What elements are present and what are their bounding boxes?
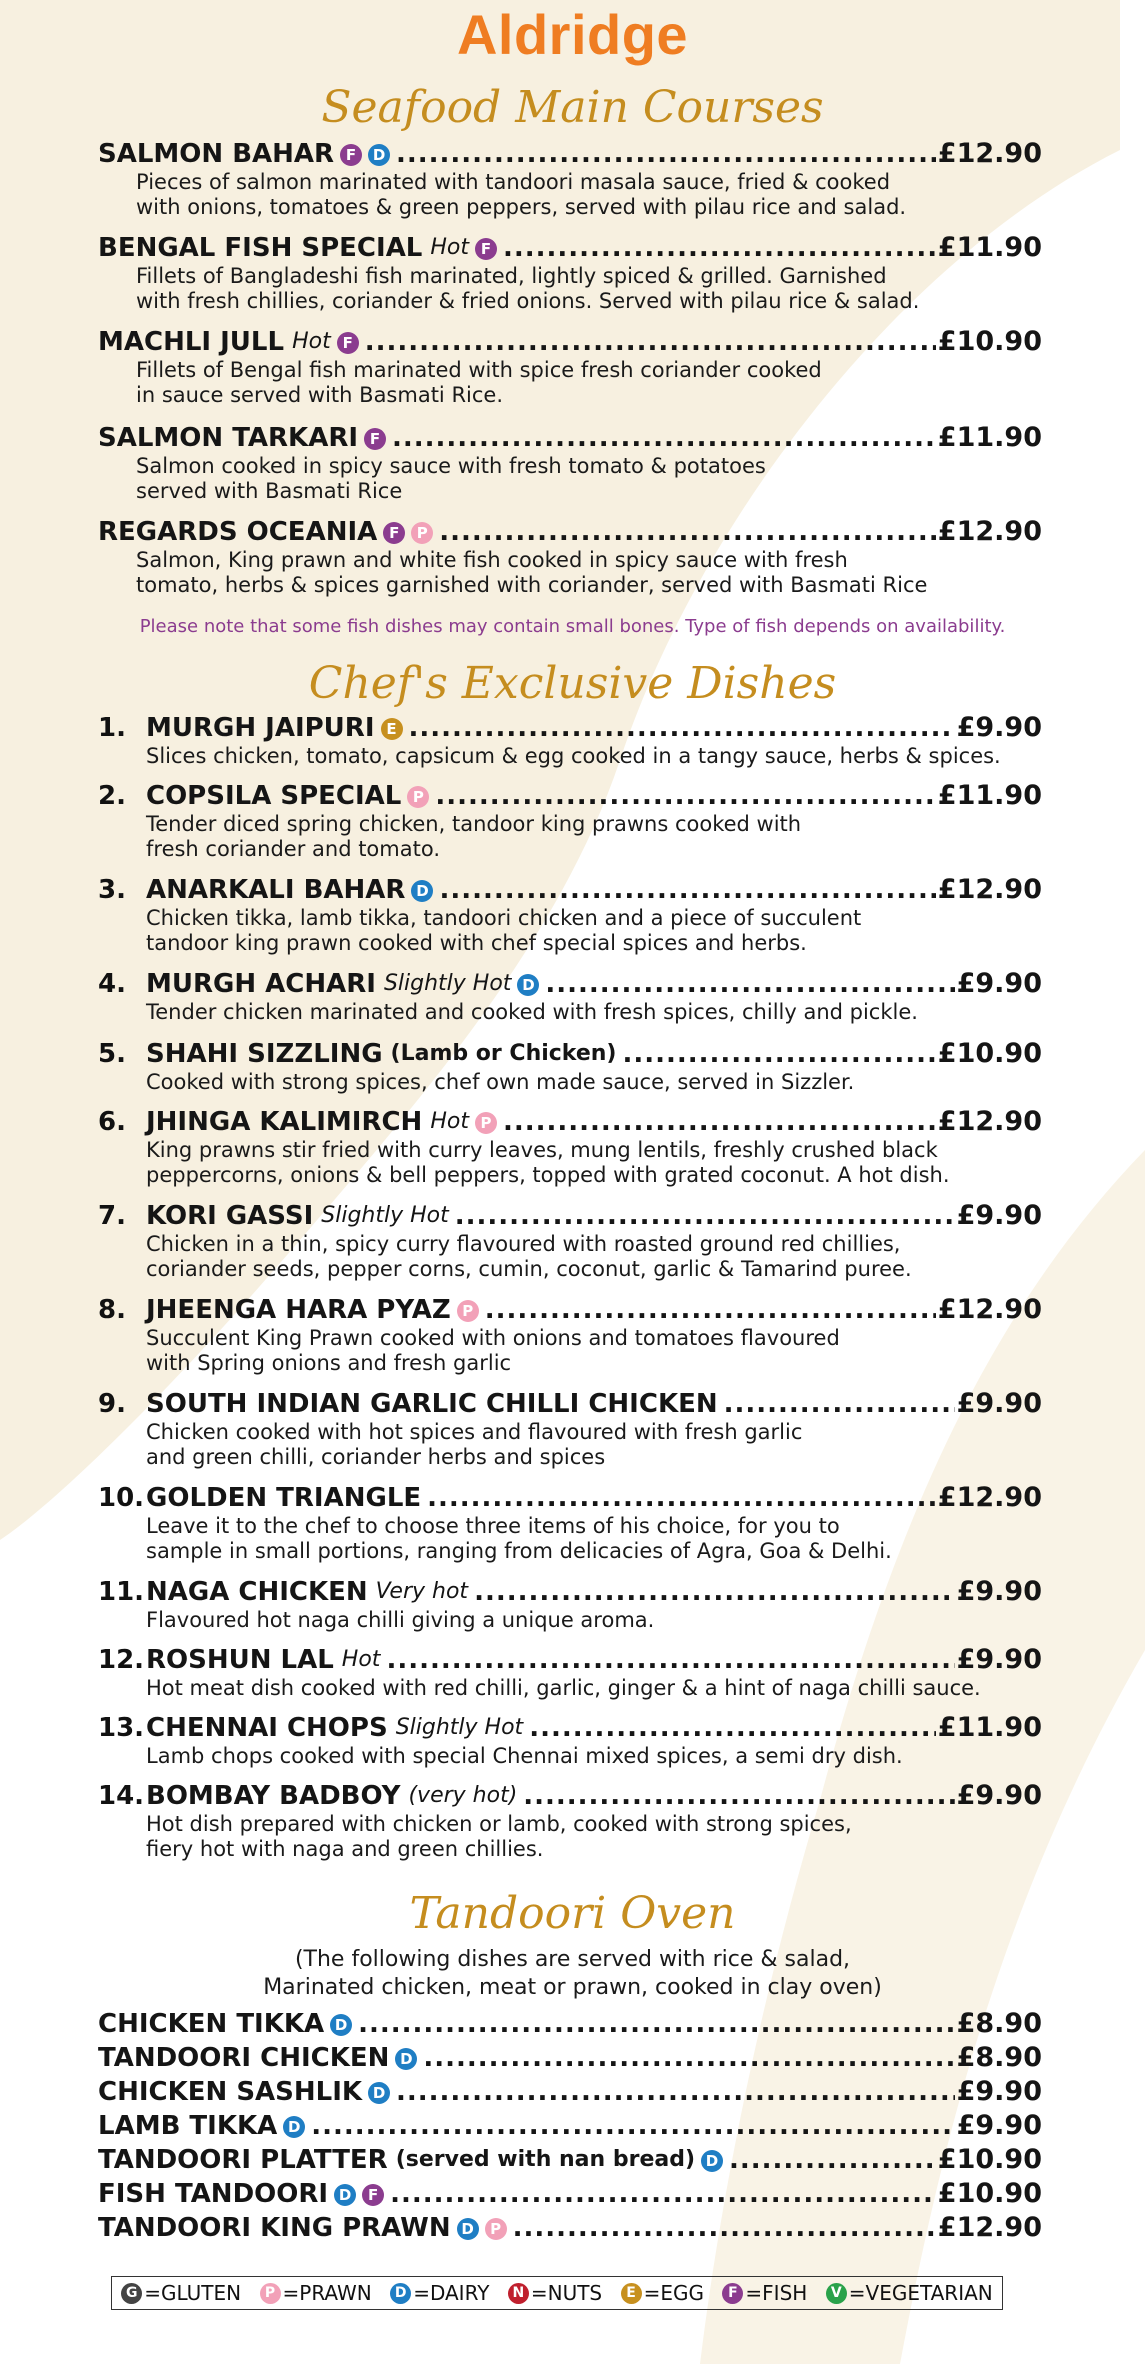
menu-item — [98, 1574, 1042, 1633]
item-price: £10.90 — [937, 2144, 1042, 2175]
menu-item-row — [98, 1480, 1042, 1514]
item-description: Salmon, King prawn and white fish cooked in spicy sauce with fresh tomato, herbs & spices garnished with coriander, served with Basmati Rice — [136, 548, 928, 597]
allergen-d-icon: D — [701, 2150, 723, 2172]
menu-item-row — [98, 230, 1042, 264]
menu-item — [98, 2006, 1042, 2040]
allergen-e-icon: E — [621, 2283, 642, 2304]
legend-item — [390, 2281, 489, 2305]
menu-item-row — [98, 2074, 1042, 2108]
chef-section-title: Chef's Exclusive Dishes — [308, 658, 837, 709]
allergen-f-icon: F — [337, 332, 359, 354]
menu-item — [98, 1778, 1042, 1862]
legend-item — [722, 2281, 807, 2305]
item-price: £11.90 — [937, 1712, 1042, 1743]
menu-item-row — [98, 710, 1042, 744]
fish-disclaimer: Please note that some fish dishes may contain small bones. Type of fish depends on availability. — [139, 616, 1006, 637]
item-note: Hot — [430, 1109, 469, 1134]
menu-item — [98, 136, 1042, 220]
item-price: £11.90 — [937, 232, 1042, 263]
dot-leader — [529, 1712, 936, 1744]
menu-item — [98, 1198, 1042, 1282]
dot-leader — [409, 712, 955, 744]
menu-item — [98, 710, 1042, 769]
legend-label: =DAIRY — [413, 2281, 490, 2305]
allergen-d-icon: D — [411, 880, 433, 902]
item-number: 7. — [98, 1201, 126, 1231]
allergen-f-icon: F — [722, 2283, 743, 2304]
item-name: GOLDEN TRIANGLE — [146, 1483, 422, 1513]
item-name: MACHLI JULL — [98, 327, 285, 357]
allergen-p-icon: P — [475, 1112, 497, 1134]
menu-item — [98, 966, 1042, 1025]
item-note: Very hot — [375, 1579, 469, 1604]
menu-item-row — [98, 2108, 1042, 2142]
dot-leader — [427, 1482, 936, 1514]
allergen-p-icon: P — [411, 522, 433, 544]
item-name: MURGH JAIPURI — [146, 713, 375, 743]
allergen-p-icon: P — [260, 2283, 281, 2304]
menu-item — [98, 872, 1042, 956]
item-price: £9.90 — [956, 968, 1042, 999]
dot-leader — [390, 2178, 936, 2210]
allergen-legend — [111, 2276, 1003, 2310]
allergen-d-icon: D — [517, 974, 539, 996]
item-name: KORI GASSI — [146, 1201, 314, 1231]
item-name: CHICKEN TIKKA — [98, 2009, 325, 2039]
item-price: £9.90 — [956, 2110, 1042, 2141]
legend-label: =VEGETARIAN — [848, 2281, 993, 2305]
legend-item — [121, 2281, 241, 2305]
legend-label: =EGG — [643, 2281, 704, 2305]
item-price: £9.90 — [956, 1780, 1042, 1811]
item-description: Fillets of Bengal fish marinated with spice fresh coriander cooked in sauce served with Basmati Rice. — [136, 358, 822, 407]
item-description: Tender diced spring chicken, tandoor king prawns cooked with fresh coriander and tomato. — [146, 812, 802, 861]
item-price: £8.90 — [956, 2008, 1042, 2039]
menu-item — [98, 778, 1042, 862]
item-price: £12.90 — [937, 516, 1042, 547]
allergen-p-icon: P — [485, 2218, 507, 2240]
menu-item-row — [98, 872, 1042, 906]
item-price: £12.90 — [937, 1482, 1042, 1513]
legend-item — [621, 2281, 704, 2305]
item-name: TANDOORI PLATTER — [98, 2145, 388, 2175]
menu-item — [98, 2210, 1042, 2244]
allergen-g-icon: G — [121, 2283, 142, 2304]
item-price: £12.90 — [937, 1294, 1042, 1325]
item-description: Salmon cooked in spicy sauce with fresh tomato & potatoes served with Basmati Rice — [136, 454, 766, 503]
dot-leader — [439, 874, 935, 906]
allergen-n-icon: N — [508, 2283, 529, 2304]
item-number: 2. — [98, 781, 126, 811]
menu-item-row — [98, 420, 1042, 454]
item-description: Succulent King Prawn cooked with onions and tomatoes flavoured with Spring onions and fresh garlic — [146, 1326, 840, 1375]
item-name: SOUTH INDIAN GARLIC CHILLI CHICKEN — [146, 1389, 718, 1419]
item-description: Chicken in a thin, spicy curry flavoured with roasted ground red chillies, coriander seeds, pepper corns, cumin, coconut, garlic & Tamarind puree. — [146, 1232, 912, 1281]
dot-leader — [435, 780, 935, 812]
item-name: BENGAL FISH SPECIAL — [98, 233, 423, 263]
item-number: 11. — [98, 1577, 145, 1607]
menu-item — [98, 1642, 1042, 1701]
item-name: LAMB TIKKA — [98, 2111, 278, 2141]
menu-item — [98, 2142, 1042, 2176]
item-number: 4. — [98, 969, 126, 999]
menu-item — [98, 230, 1042, 314]
item-price: £9.90 — [956, 1388, 1042, 1419]
allergen-d-icon: D — [368, 2082, 390, 2104]
item-name: COPSILA SPECIAL — [146, 781, 402, 811]
item-name: CHENNAI CHOPS — [146, 1713, 388, 1743]
item-name: ANARKALI BAHAR — [146, 875, 406, 905]
allergen-d-icon: D — [334, 2184, 356, 2206]
item-name: ROSHUN LAL — [146, 1645, 334, 1675]
item-name: SALMON BAHAR — [98, 139, 335, 169]
menu-item-row — [98, 514, 1042, 548]
item-name: REGARDS OCEANIA — [98, 517, 378, 547]
menu-item-row — [98, 1292, 1042, 1326]
dot-leader — [455, 1200, 955, 1232]
allergen-f-icon: F — [340, 144, 362, 166]
item-number: 12. — [98, 1645, 145, 1675]
menu-item — [98, 1104, 1042, 1188]
item-price: £11.90 — [937, 780, 1042, 811]
menu-item-row — [98, 2040, 1042, 2074]
item-description: Cooked with strong spices, chef own made sauce, served in Sizzler. — [146, 1070, 855, 1094]
menu-item — [98, 514, 1042, 598]
dot-leader — [311, 2110, 954, 2142]
tandoori-subtitle: (The following dishes are served with rice & salad, Marinated chicken, meat or prawn, cooked in clay oven) — [263, 1947, 882, 2000]
menu-item-row — [98, 1710, 1042, 1744]
allergen-d-icon: D — [390, 2283, 411, 2304]
item-note: (very hot) — [408, 1783, 518, 1808]
item-note: Hot — [430, 235, 470, 260]
item-price: £12.90 — [937, 138, 1042, 169]
menu-item-row — [98, 966, 1042, 1000]
menu-item — [98, 2040, 1042, 2074]
item-description: Hot dish prepared with chicken or lamb, cooked with strong spices, fiery hot with naga and green chillies. — [146, 1812, 852, 1861]
item-number: 8. — [98, 1295, 126, 1325]
item-number: 3. — [98, 875, 126, 905]
allergen-p-icon: P — [407, 786, 429, 808]
item-price: £12.90 — [937, 874, 1042, 905]
item-note: (Lamb or Chicken) — [390, 1041, 617, 1066]
legend-item — [826, 2281, 993, 2305]
item-description: Leave it to the chef to choose three items of his choice, for you to sample in small portions, ranging from delicacies of Agra, Goa & Delhi. — [146, 1514, 892, 1563]
dot-leader — [423, 2042, 954, 2074]
tandoori-section-title: Tandoori Oven — [409, 1888, 736, 1939]
item-price: £12.90 — [937, 2212, 1042, 2243]
item-price: £9.90 — [956, 1576, 1042, 1607]
menu-item-row — [98, 1642, 1042, 1676]
item-number: 14. — [98, 1781, 145, 1811]
item-note: (served with nan bread) — [395, 2147, 696, 2172]
item-name: TANDOORI CHICKEN — [98, 2043, 390, 2073]
menu-item — [98, 420, 1042, 504]
menu-item-row — [98, 2210, 1042, 2244]
allergen-f-icon: F — [364, 428, 386, 450]
menu-item-row — [98, 1198, 1042, 1232]
menu-item — [98, 1480, 1042, 1564]
item-name: BOMBAY BADBOY — [146, 1781, 401, 1811]
menu-item — [98, 1036, 1042, 1095]
menu-item — [98, 2176, 1042, 2210]
item-description: Lamb chops cooked with special Chennai mixed spices, a semi dry dish. — [146, 1744, 903, 1768]
item-number: 10. — [98, 1483, 145, 1513]
item-description: Tender chicken marinated and cooked with fresh spices, chilly and pickle. — [146, 1000, 918, 1024]
item-price: £12.90 — [937, 1106, 1042, 1137]
item-price: £10.90 — [937, 326, 1042, 357]
item-number: 5. — [98, 1039, 126, 1069]
item-description: Slices chicken, tomato, capsicum & egg cooked in a tangy sauce, herbs & spices. — [146, 744, 1001, 768]
item-price: £8.90 — [956, 2042, 1042, 2073]
menu-item-row — [98, 1104, 1042, 1138]
legend-label: =GLUTEN — [144, 2281, 242, 2305]
item-name: NAGA CHICKEN — [146, 1577, 368, 1607]
menu-item-row — [98, 2176, 1042, 2210]
menu-item-row — [98, 136, 1042, 170]
dot-leader — [396, 2076, 955, 2108]
menu-item — [98, 1710, 1042, 1769]
legend-label: =PRAWN — [282, 2281, 372, 2305]
allergen-d-icon: D — [330, 2014, 352, 2036]
item-name: TANDOORI KING PRAWN — [98, 2213, 451, 2243]
item-name: JHINGA KALIMIRCH — [146, 1107, 423, 1137]
dot-leader — [503, 1106, 936, 1138]
dot-leader — [396, 138, 936, 170]
allergen-d-icon: D — [457, 2218, 479, 2240]
allergen-f-icon: F — [362, 2184, 384, 2206]
item-description: Pieces of salmon marinated with tandoori masala sauce, fried & cooked with onions, tomatoes & green peppers, served with pilau rice and salad. — [136, 170, 907, 219]
item-description: Flavoured hot naga chilli giving a unique aroma. — [146, 1608, 655, 1632]
item-price: £9.90 — [956, 2076, 1042, 2107]
menu-item — [98, 2074, 1042, 2108]
item-name: MURGH ACHARI — [146, 969, 376, 999]
dot-leader — [545, 968, 954, 1000]
menu-item-row — [98, 1036, 1042, 1070]
menu-item — [98, 2108, 1042, 2142]
dot-leader — [358, 2008, 954, 2040]
item-price: £9.90 — [956, 712, 1042, 743]
dot-leader — [365, 326, 936, 358]
item-name: JHEENGA HARA PYAZ — [146, 1295, 451, 1325]
allergen-d-icon: D — [368, 144, 390, 166]
menu-item-row — [98, 2142, 1042, 2176]
restaurant-name: Aldridge — [456, 3, 689, 66]
item-number: 9. — [98, 1389, 126, 1419]
dot-leader — [729, 2144, 936, 2176]
item-price: £10.90 — [937, 1038, 1042, 1069]
item-description: Hot meat dish cooked with red chilli, garlic, ginger & a hint of naga chilli sauce. — [146, 1676, 981, 1700]
item-name: SHAHI SIZZLING — [146, 1039, 383, 1069]
item-description: Chicken tikka, lamb tikka, tandoori chicken and a piece of succulent tandoor king prawn cooked with chef special spices and herbs. — [146, 906, 862, 955]
legend-item — [508, 2281, 602, 2305]
item-price: £11.90 — [937, 422, 1042, 453]
item-note: Slightly Hot — [321, 1203, 449, 1228]
item-name: FISH TANDOORI — [98, 2179, 329, 2209]
dot-leader — [439, 516, 936, 548]
dot-leader — [474, 1576, 955, 1608]
menu-item-row — [98, 324, 1042, 358]
dot-leader — [386, 1644, 954, 1676]
dot-leader — [513, 2212, 936, 2244]
item-note: Hot — [292, 329, 331, 354]
menu-item — [98, 1292, 1042, 1376]
item-price: £9.90 — [956, 1200, 1042, 1231]
item-description: King prawns stir fried with curry leaves, mung lentils, freshly crushed black peppercorns, onions & bell peppers, topped with grated coconut. A hot dish. — [146, 1138, 950, 1187]
item-description: Fillets of Bangladeshi fish marinated, lightly spiced & grilled. Garnished with fresh chillies, coriander & fried onions. Served with pilau rice & salad. — [136, 264, 920, 313]
item-note: Slightly Hot — [383, 971, 512, 996]
dot-leader — [392, 422, 936, 454]
legend-label: =FISH — [745, 2281, 808, 2305]
item-number: 1. — [98, 713, 126, 743]
menu-item-row — [98, 2006, 1042, 2040]
allergen-f-icon: F — [383, 522, 405, 544]
legend-label: =NUTS — [530, 2281, 603, 2305]
dot-leader — [503, 232, 936, 264]
dot-leader — [724, 1388, 955, 1420]
menu-item-row — [98, 1386, 1042, 1420]
allergen-d-icon: D — [395, 2048, 417, 2070]
item-price: £10.90 — [937, 2178, 1042, 2209]
menu-item-row — [98, 778, 1042, 812]
allergen-f-icon: F — [475, 238, 497, 260]
item-number: 13. — [98, 1713, 145, 1743]
item-name: SALMON TARKARI — [98, 423, 359, 453]
menu-item-row — [98, 1778, 1042, 1812]
allergen-v-icon: V — [826, 2283, 847, 2304]
dot-leader — [523, 1780, 954, 1812]
item-note: Slightly Hot — [395, 1715, 524, 1740]
item-name: CHICKEN SASHLIK — [98, 2077, 363, 2107]
legend-item — [260, 2281, 372, 2305]
menu-item — [98, 324, 1042, 408]
item-price: £9.90 — [956, 1644, 1042, 1675]
allergen-e-icon: E — [381, 718, 403, 740]
item-note: Hot — [341, 1647, 381, 1672]
allergen-d-icon: D — [283, 2116, 305, 2138]
item-number: 6. — [98, 1107, 126, 1137]
dot-leader — [623, 1038, 936, 1070]
menu-item-row — [98, 1574, 1042, 1608]
menu-item — [98, 1386, 1042, 1470]
allergen-p-icon: P — [457, 1300, 479, 1322]
dot-leader — [485, 1294, 936, 1326]
seafood-section-title: Seafood Main Courses — [321, 82, 824, 133]
item-description: Chicken cooked with hot spices and flavoured with fresh garlic and green chilli, coriander herbs and spices — [146, 1420, 803, 1469]
